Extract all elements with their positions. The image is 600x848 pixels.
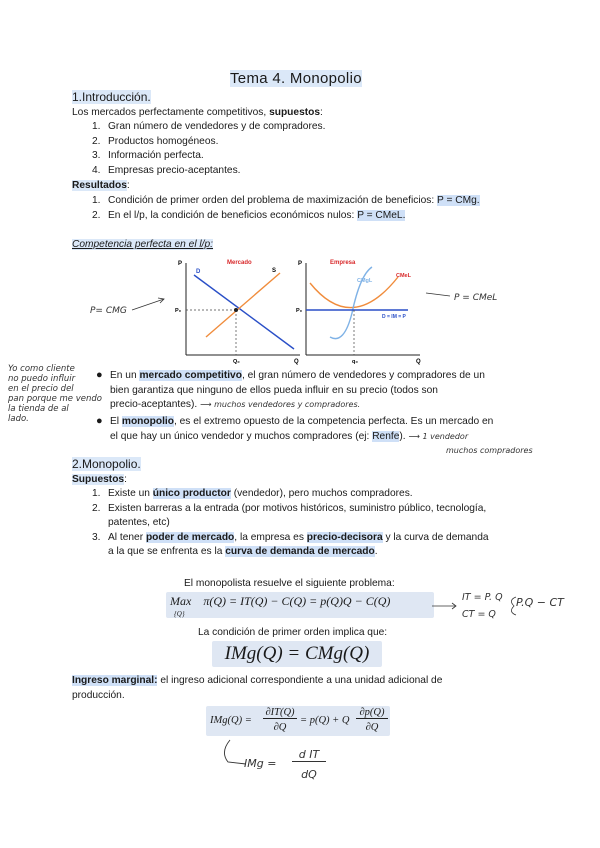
section-heading-intro: 1.Introducción. <box>72 90 151 104</box>
left-p-label: P <box>178 261 183 267</box>
note-left-arrow <box>132 299 164 310</box>
note-p-cmg: P= CMG <box>90 306 127 316</box>
competition-chart <box>90 255 560 370</box>
img-derivative-formula: IMg(Q) = ∂IT(Q) ∂Q = p(Q) + Q ∂p(Q) ∂Q <box>206 706 390 736</box>
max-formula: Max π(Q) = IT(Q) − C(Q) = p(Q)Q − C(Q) {Q} <box>166 592 434 618</box>
hand-pq-ct: P.Q − CT <box>516 596 564 609</box>
hand-curve-path <box>224 740 246 764</box>
hand-arrows <box>432 596 522 616</box>
problem-text: El monopolista resuelve el siguiente problema: <box>184 578 395 589</box>
right-p0-label: P₀ <box>296 308 303 314</box>
results-list <box>92 194 480 223</box>
supply-line <box>206 273 280 337</box>
left-q-label: Q <box>294 359 299 365</box>
supuestos-label: Supuestos: <box>72 474 127 485</box>
bullet-monopoly: ● El monopolio, es el extremo opuesto de la competencia perfecta. Es un mercado en el que hay un único vendedor y muchos compradores (ej: Renfe). ⟶ 1 vendedor <box>96 415 494 442</box>
list-item: 2. Productos homogéneos. <box>92 135 219 147</box>
note-p-cmel: P = CMeL <box>454 293 498 303</box>
equilibrium-point <box>234 308 238 312</box>
list-item: 2. En el l/p, la condición de beneficios económicos nulos: P = CMeL. <box>92 209 406 221</box>
demand-letter: D <box>196 269 201 275</box>
hand-brace <box>511 597 516 615</box>
hand-dit: d IT <box>292 748 326 762</box>
hand-it: IT = P. Q <box>462 592 503 603</box>
right-p-label: P <box>298 261 303 267</box>
results-label: Resultados: <box>72 180 130 191</box>
left-p0-label: P₀ <box>175 308 182 314</box>
list-item: 1. Existe un único productor (vendedor), pero muchos compradores. <box>92 488 413 499</box>
section-heading-monopoly: 2.Monopolio. <box>72 457 141 471</box>
comp-label: Competencia perfecta en el l/p: <box>72 239 214 250</box>
hand-dq: dQ <box>301 768 317 781</box>
cpo-text: La condición de primer orden implica que: <box>198 627 388 638</box>
demand-firm-label: D = IM = P <box>382 314 406 320</box>
demand-line <box>194 275 294 349</box>
cme-label: CMeL <box>396 273 411 279</box>
hand-many-buyers: muchos compradores <box>446 446 533 455</box>
monopoly-assumptions: 1. Existe un único productor (vendedor), pero muchos compradores. 2. Existen barreras a la entrada (por motivos históricos, suministro público, tecnología, patentes, etc) 3. Al tener poder de mercado, la empresa es precio-decisora y la curva de demanda a la que se enfrenta es la curva de demanda de mercado. <box>92 488 489 557</box>
img-equals-cmg: IMg(Q) = CMg(Q) <box>212 641 382 667</box>
right-q-label: Q <box>416 359 421 365</box>
marginal-income-text: Ingreso marginal: el ingreso adicional correspondiente a una unidad adicional de producción. <box>72 675 443 701</box>
note-right-arrow <box>426 293 450 296</box>
hand-img-label: IMg = <box>244 757 277 770</box>
list-item: 1. Gran número de vendedores y de compradores. <box>92 121 326 132</box>
right-q0-label: q₀ <box>352 359 358 365</box>
left-title: Mercado <box>227 260 252 266</box>
list-item: 3. Al tener poder de mercado, la empresa es precio-decisora y la curva de demanda <box>92 531 489 543</box>
list-item: 3. Información perfecta. <box>92 150 204 161</box>
right-title: Empresa <box>330 260 356 266</box>
page-title: Tema 4. Monopolio <box>230 70 362 87</box>
bullet-competitive-market: ● En un mercado competitivo, el gran número de vendedores y compradores de un bien garantiza que ninguno de ellos pueda influir en su precio (todos son precio-aceptantes). ⟶ muchos vendedores y compradores. <box>96 369 485 410</box>
side-handwritten-note: Yo como cliente no puedo influir en el precio del pan porque me vendo la tienda de al lado. <box>8 364 102 424</box>
supply-letter: S <box>272 268 277 274</box>
cmg-label: CMgL <box>357 278 373 284</box>
list-item: 1. Condición de primer orden del problema de maximización de beneficios: P = CMg. <box>92 195 480 206</box>
list-item: 2. Existen barreras a la entrada (por motivos históricos, suministro público, tecnología, <box>92 502 487 514</box>
assumptions-list <box>92 120 325 178</box>
hand-ct: CT = Q <box>462 609 496 620</box>
list-item: 4. Empresas precio-aceptantes. <box>92 164 241 176</box>
left-q0-label: Q₀ <box>233 359 240 365</box>
intro-text: Los mercados perfectamente competitivos, supuestos: <box>72 107 323 118</box>
